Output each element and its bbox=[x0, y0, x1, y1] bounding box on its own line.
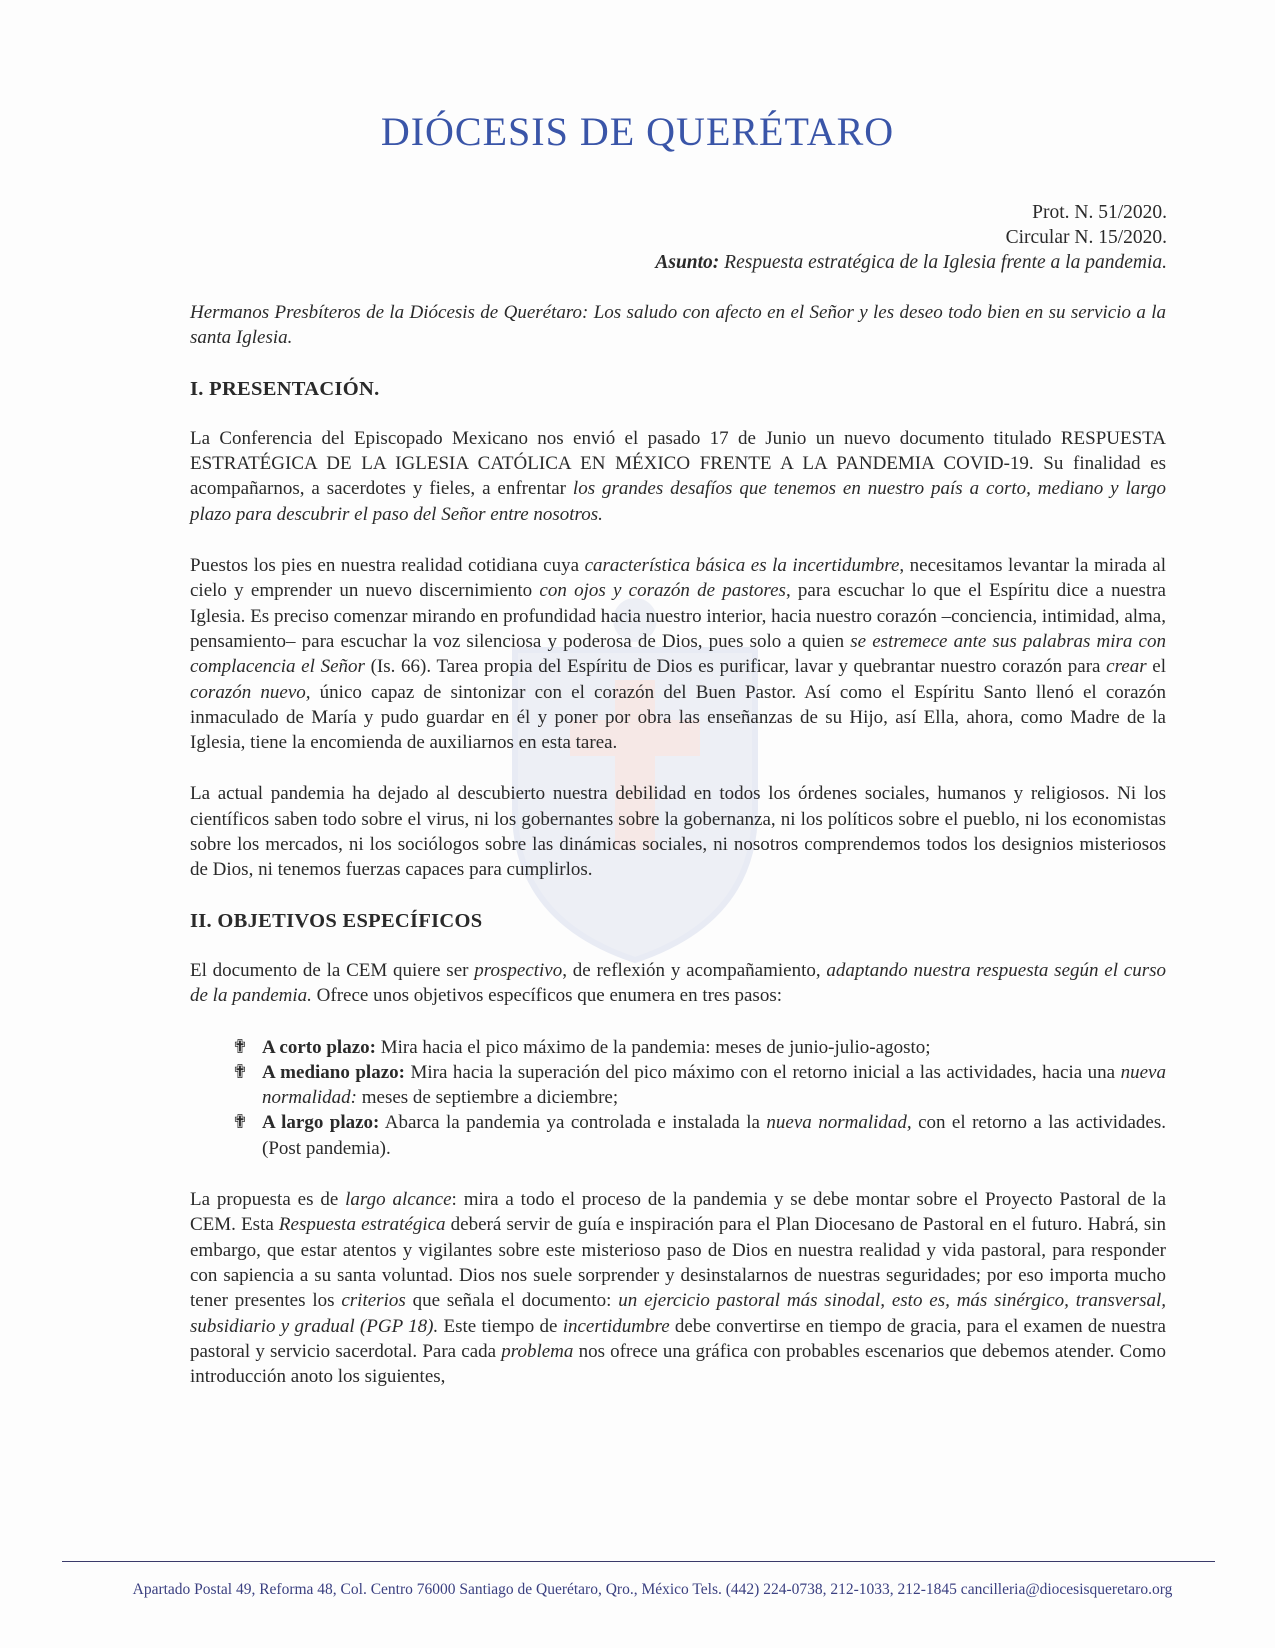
section-heading-objetivos: II. OBJETIVOS ESPECÍFICOS bbox=[190, 909, 483, 932]
letter-body bbox=[190, 300, 1166, 1415]
list-item: ✟ A corto plazo: Mira hacia el pico máximo de la pandemia: meses de junio-julio-agosto; bbox=[232, 1035, 1166, 1060]
latin-cross-outline-icon: ✟ bbox=[232, 1061, 248, 1083]
reference-block bbox=[655, 200, 1167, 275]
paragraph-objetivos-2: La propuesta es de largo alcance: mira a todo el proceso de la pandemia y se debe montar sobre el Proyecto Pastoral de la CEM. Esta Respuesta estratégica deberá servir de guía e inspiración para el Plan Diocesano de Pastoral en el futuro. Habrá, sin embargo, que estar atentos y vigilantes sobre este misterioso paso de Dios en nuestra realidad y vida pastoral, para responder con sapiencia a su santa voluntad. Dios nos suele sorprender y desinstalarnos de nuestras seguridades; por eso importa mucho tener presentes los criterios que señala el documento: un ejercicio pastoral más sinodal, esto es, más sinérgico, transversal, subsidiario y gradual (PGP 18). Este tiempo de incertidumbre debe convertirse en tiempo de gracia, para el examen de nuestra pastoral y servicio sacerdotal. Para cada problema nos ofrece una gráfica con probables escenarios que debemos atender. Como introducción anoto los siguientes, bbox=[190, 1189, 1166, 1388]
list-item: ✟ A mediano plazo: Mira hacia la superación del pico máximo con el retorno inicial a las actividades, hacia una nueva normalidad: meses de septiembre a diciembre; bbox=[232, 1061, 1166, 1109]
footer-divider bbox=[62, 1561, 1215, 1562]
diocese-title: DIÓCESIS DE QUERÉTARO bbox=[380, 109, 895, 154]
paragraph-presentacion-3: La actual pandemia ha dejado al descubierto nuestra debilidad en todos los órdenes sociales, humanos y religiosos. Ni los científicos saben todo sobre el virus, ni los gobernantes sobre la gobernanza, ni los políticos sobre el pueblo, ni los economistas sobre los mercados, ni los sociólogos sobre las dinámicas sociales, ni nosotros comprendemos todos los designios misteriosos de Dios, ni tenemos fuerzas capaces para cumplirlos. bbox=[190, 783, 1166, 881]
section-heading-presentacion: I. PRESENTACIÓN. bbox=[190, 377, 380, 400]
protocol-number: Prot. N. 51/2020. bbox=[1032, 202, 1167, 223]
paragraph-objetivos-1: El documento de la CEM quiere ser prospectivo, de reflexión y acompañamiento, adaptando nuestra respuesta según el curso de la pandemia. Ofrece unos objetivos específicos que enumera en tres pasos: bbox=[190, 959, 1166, 1007]
list-item: ✟ A largo plazo: Abarca la pandemia ya controlada e instalada la nueva normalidad, con el retorno a las actividades. (Post pandemia). bbox=[232, 1112, 1166, 1159]
latin-cross-outline-icon: ✟ bbox=[232, 1036, 248, 1058]
salutation: Hermanos Presbíteros de la Diócesis de Querétaro: Los saludo con afecto en el Señor y les deseo todo bien en su servicio a la santa Iglesia. bbox=[190, 302, 1166, 349]
subject-line bbox=[655, 250, 1167, 275]
circular-number: Circular N. 15/2020. bbox=[1005, 227, 1167, 248]
latin-cross-outline-icon: ✟ bbox=[232, 1112, 248, 1134]
subject-label: Asunto: bbox=[655, 252, 720, 273]
paragraph-presentacion-1: La Conferencia del Episcopado Mexicano nos envió el pasado 17 de Junio un nuevo documento titulado RESPUESTA ESTRATÉGICA DE LA IGLESIA CATÓLICA EN MÉXICO FRENTE A LA PANDEMIA COVID-19. Su finalidad es acompañarnos, a sacerdotes y fieles, a enfrentar los grandes desafíos que tenemos en nuestro país a corto, mediano y largo plazo para descubrir el paso del Señor entre nosotros. bbox=[190, 427, 1166, 525]
objectives-list bbox=[190, 1035, 1166, 1161]
footer-address: Apartado Postal 49, Reforma 48, Col. Centro 76000 Santiago de Querétaro, Qro., México Tels. (442) 224-0738, 212-1033, 212-1845 cancilleria@diocesisqueretaro.org bbox=[132, 1581, 1173, 1598]
paragraph-presentacion-2: Puestos los pies en nuestra realidad cotidiana cuya característica básica es la incertidumbre, necesitamos levantar la mirada al cielo y emprender un nuevo discernimiento con ojos y corazón de pastores, para escuchar lo que el Espíritu dice a nuestra Iglesia. Es preciso comenzar mirando en profundidad hacia nuestro interior, hacia nuestro corazón –conciencia, intimidad, alma, pensamiento– para escuchar la voz silenciosa y poderosa de Dios, pues solo a quien se estremece ante sus palabras mira con complacencia el Señor (Is. 66). Tarea propia del Espíritu de Dios es purificar, lavar y quebrantar nuestro corazón para crear el corazón nuevo, único capaz de sintonizar con el corazón del Buen Pastor. Así como el Espíritu Santo llenó el corazón inmaculado de María y pudo guardar en él y poner por obra las enseñanzas de su Hijo, así Ella, ahora, como Madre de la Iglesia, tiene la encomienda de auxiliarnos en esta tarea. bbox=[190, 555, 1167, 754]
subject-text: Respuesta estratégica de la Iglesia frente a la pandemia. bbox=[724, 252, 1167, 273]
